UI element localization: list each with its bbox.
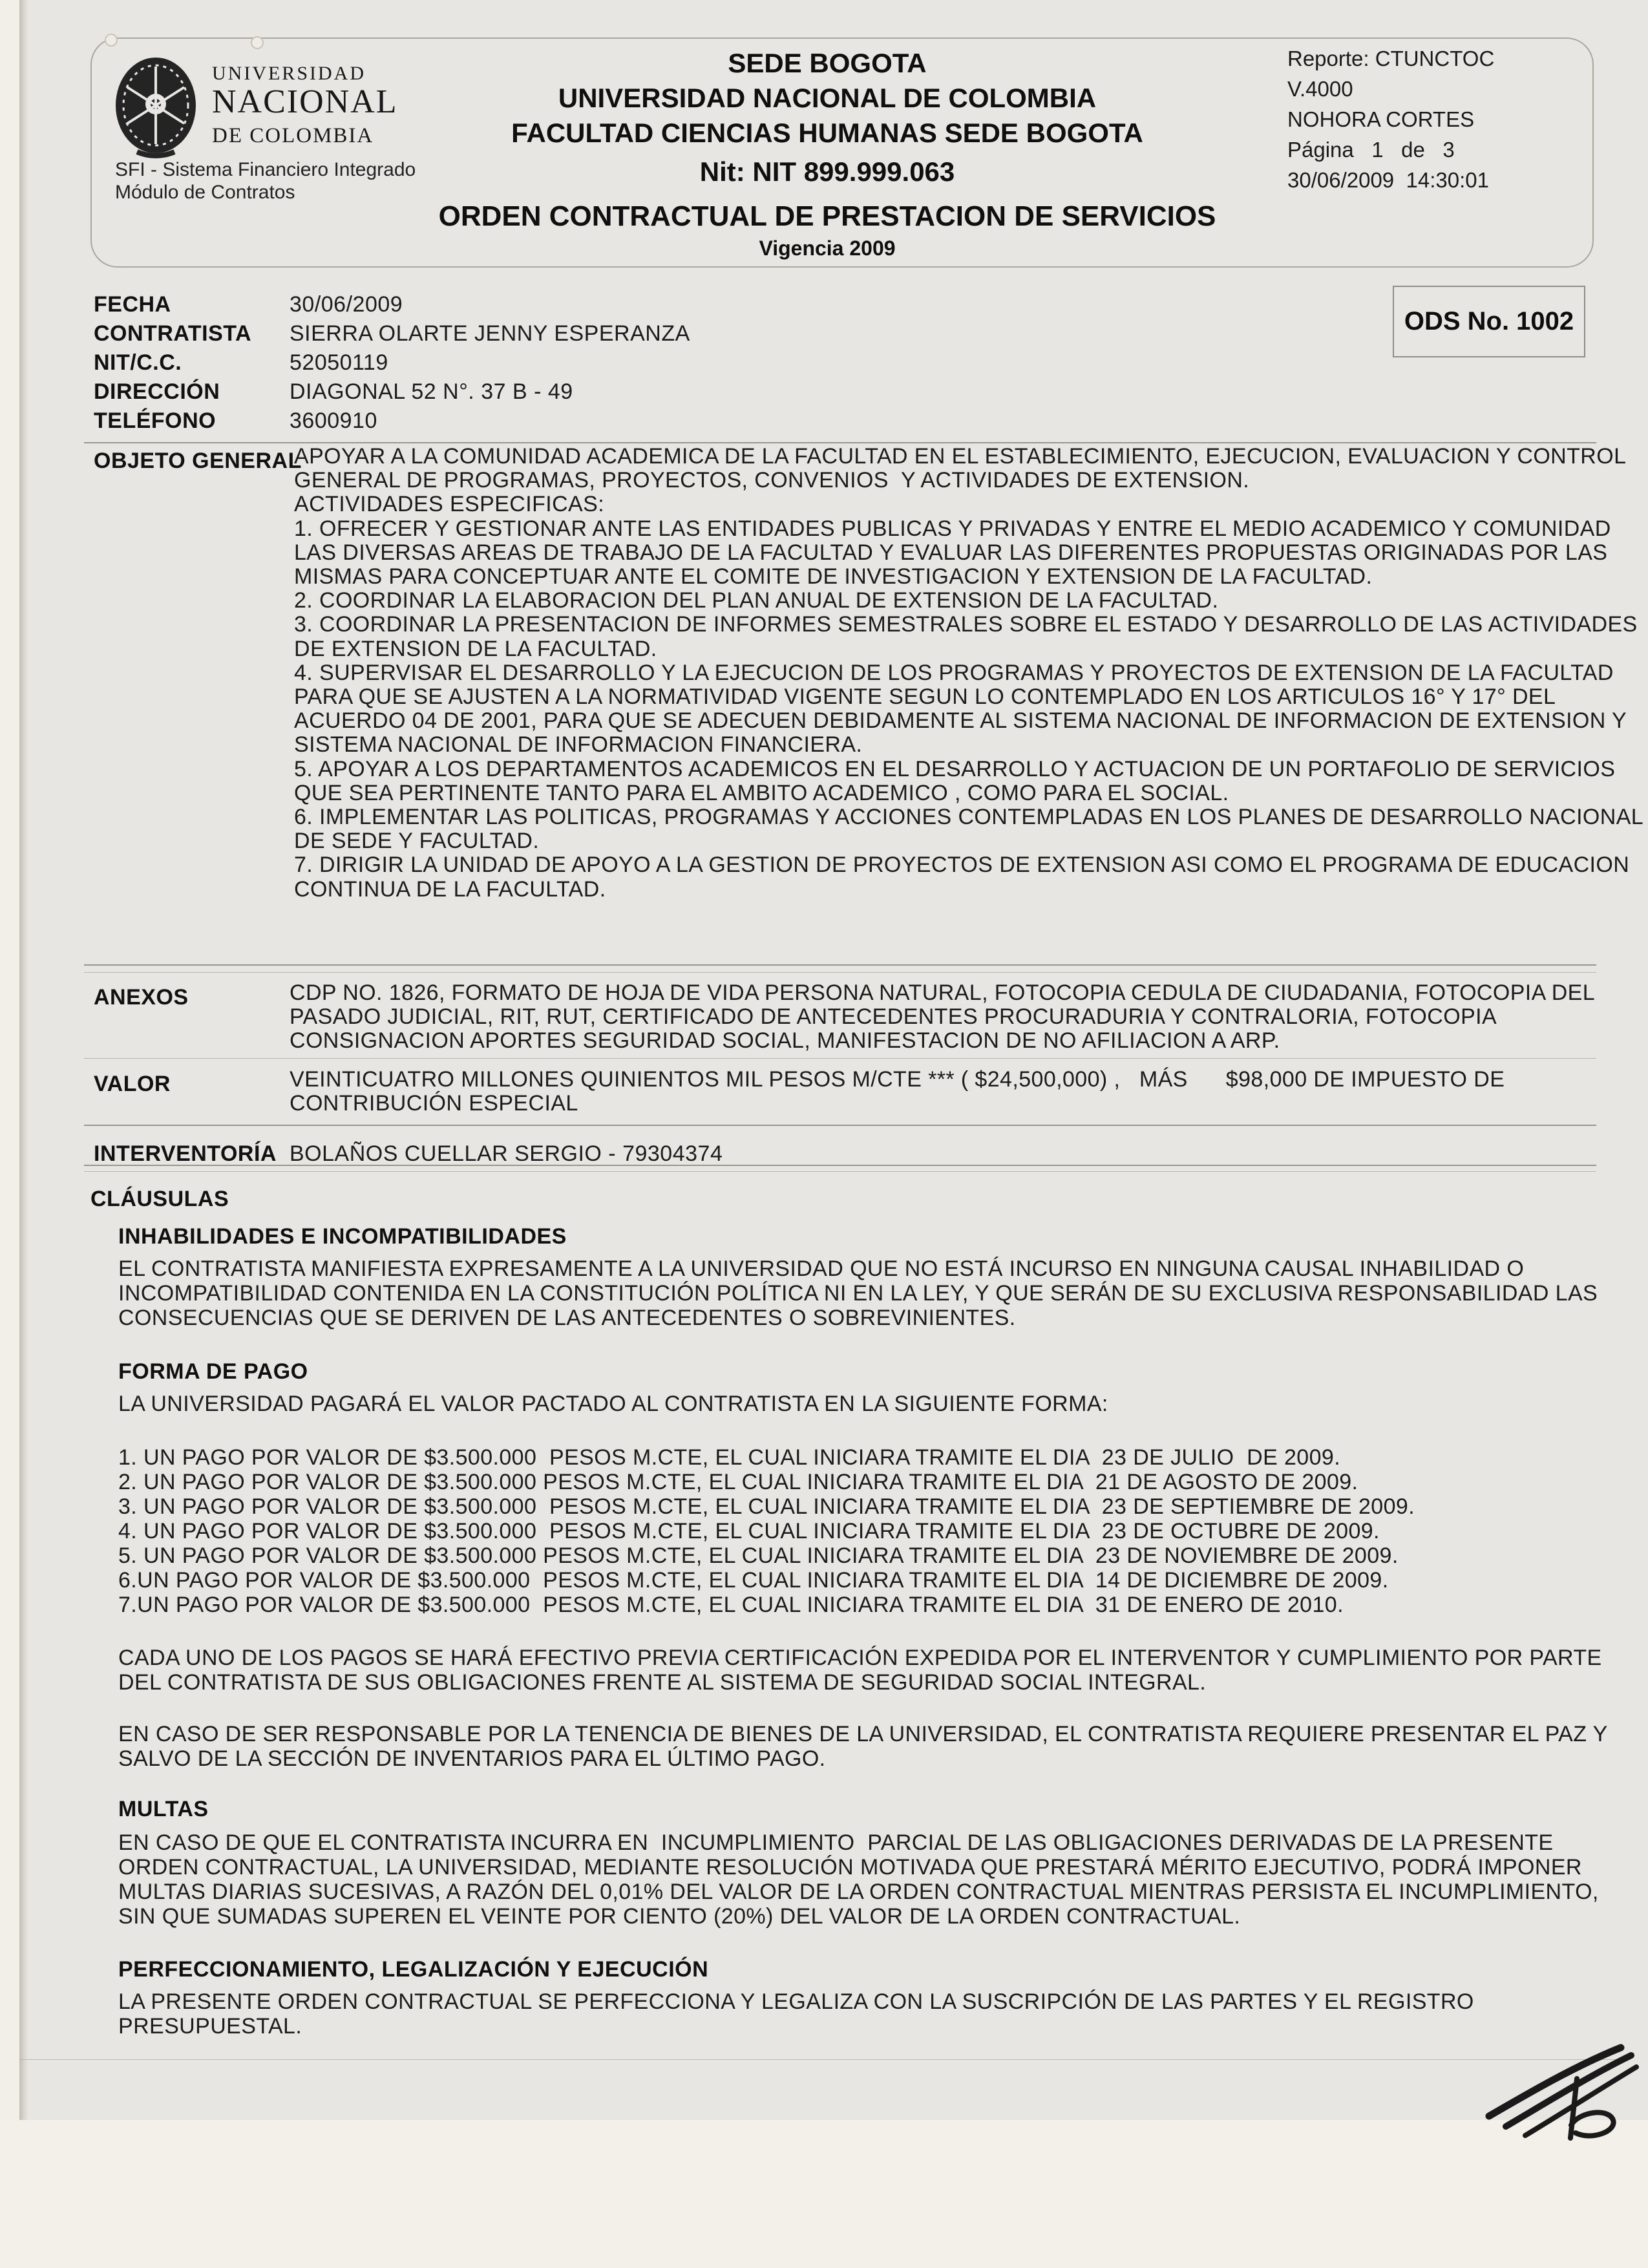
text-line: CONSIGNACION APORTES SEGURIDAD SOCIAL, MANIFESTACION DE NO AFILIACION A ARP. (290, 1028, 1280, 1054)
footer-divider (19, 2059, 1622, 2060)
payment-line: 6.UN PAGO POR VALOR DE $3.500.000 PESOS M.CTE, EL CUAL INICIARA TRAMITE EL DIA 14 DE DICIEMBRE DE 2009. (118, 1568, 1389, 1593)
field-label-contratista: CONTRATISTA (94, 321, 252, 346)
valor-text (290, 1068, 1505, 1116)
paz-y-salvo-text (118, 1722, 1608, 1771)
text-line: DE EXTENSION DE LA FACULTAD. (294, 636, 657, 661)
document-title: ORDEN CONTRACTUAL DE PRESTACION DE SERVICIOS (438, 200, 1216, 232)
section-divider (84, 1171, 1596, 1172)
text-line: INCOMPATIBILIDAD CONTENIDA EN LA CONSTITUCIÓN POLÍTICA NI EN LA LEY, Y QUE SERÁN DE SU EXCLUSIVA RESPONSABILIDAD LAS (118, 1281, 1598, 1306)
text-line: 4. SUPERVISAR EL DESARROLLO Y LA EJECUCION DE LOS PROGRAMAS Y PROYECTOS DE EXTENSION DE LA FACULTAD (294, 660, 1614, 685)
text-line: SIN QUE SUMADAS SUPEREN EL VEINTE POR CIENTO (20%) DEL VALOR DE LA ORDEN CONTRACTUAL. (118, 1904, 1241, 1929)
payment-line: 4. UN PAGO POR VALOR DE $3.500.000 PESOS M.CTE, EL CUAL INICIARA TRAMITE EL DIA 23 DE OCTUBRE DE 2009. (118, 1519, 1380, 1543)
text-line: APOYAR A LA COMUNIDAD ACADEMICA DE LA FACULTAD EN EL ESTABLECIMIENTO, EJECUCION, EVALUACION Y CONTROL (294, 444, 1627, 469)
multas-text (118, 1830, 1599, 1929)
objeto-general-text (294, 445, 1643, 902)
header-sede: SEDE BOGOTA (728, 48, 927, 78)
text-line: GENERAL DE PROGRAMAS, PROYECTOS, CONVENIOS Y ACTIVIDADES DE EXTENSION. (294, 468, 1250, 493)
text-line: QUE SEA PERTINENTE TANTO PARA EL AMBITO ACADEMICO , COMO PARA EL SOCIAL. (294, 780, 1229, 805)
anexos-text (290, 981, 1595, 1054)
scan-bottom-strip (0, 2120, 1648, 2268)
section-label-valor: VALOR (94, 1072, 171, 1096)
text-line: LA PRESENTE ORDEN CONTRACTUAL SE PERFECCIONA Y LEGALIZA CON LA SUSCRIPCIÓN DE LAS PARTES Y EL REGISTRO (118, 1989, 1474, 2014)
section-label-anexos: ANEXOS (94, 985, 189, 1010)
report-user: NOHORA CORTES (1287, 107, 1475, 131)
certificacion-text (118, 1646, 1602, 1695)
field-label-fecha: FECHA (94, 292, 171, 317)
header-nit: Nit: NIT 899.999.063 (699, 156, 955, 187)
section-divider (84, 1058, 1596, 1059)
system-name-line: SFI - Sistema Financiero Integrado (115, 159, 416, 180)
text-line: EN CASO DE QUE EL CONTRATISTA INCURRA EN INCUMPLIMIENTO PARCIAL DE LAS OBLIGACIONES DERIVADAS DE LA PRESENTE (118, 1830, 1554, 1855)
scan-left-margin (0, 0, 19, 2120)
text-line: CDP NO. 1826, FORMATO DE HOJA DE VIDA PERSONA NATURAL, FOTOCOPIA CEDULA DE CIUDADANIA, FOTOCOPIA DEL (290, 980, 1596, 1005)
text-line: PARA QUE SE AJUSTEN A LA NORMATIVIDAD VIGENTE SEGUN LO CONTEMPLADO EN LOS ARTICULOS 16° Y 17° DEL (294, 684, 1556, 710)
inhabilidades-text (118, 1256, 1598, 1330)
header-vigencia: Vigencia 2009 (759, 237, 896, 260)
text-line: EN CASO DE SER RESPONSABLE POR LA TENENCIA DE BIENES DE LA UNIVERSIDAD, EL CONTRATISTA REQUIERE PRESENTAR EL PAZ Y (118, 1722, 1608, 1746)
clausulas-title: CLÁUSULAS (90, 1187, 229, 1211)
section-label-objeto: OBJETO GENERAL (94, 449, 302, 473)
section-divider (84, 1125, 1596, 1126)
text-line: PASADO JUDICIAL, RIT, RUT, CERTIFICADO DE ANTECEDENTES PROCURADURIA Y CONTRALORIA, FOTOCOPIA (290, 1004, 1497, 1030)
text-line: ACTIVIDADES ESPECIFICAS: (294, 492, 605, 517)
logo-text-nacional: NACIONAL (212, 83, 398, 120)
text-line: ORDEN CONTRACTUAL, LA UNIVERSIDAD, MEDIANTE RESOLUCIÓN MOTIVADA QUE PRESTARÁ MÉRITO EJECUTIVO, PODRÁ IMPONER (118, 1855, 1582, 1880)
report-version: V.4000 (1287, 77, 1353, 101)
text-line: 7. DIRIGIR LA UNIDAD DE APOYO A LA GESTION DE PROYECTOS DE EXTENSION ASI COMO EL PROGRAMA DE EDUCACION (294, 853, 1630, 878)
text-line: DE SEDE Y FACULTAD. (294, 829, 540, 854)
section-divider (84, 442, 1596, 443)
field-label-telefono: TELÉFONO (94, 408, 217, 433)
perfeccionamiento-title: PERFECCIONAMIENTO, LEGALIZACIÓN Y EJECUCIÓN (118, 1957, 709, 1982)
field-value-contratista: SIERRA OLARTE JENNY ESPERANZA (290, 321, 690, 346)
text-line: SISTEMA NACIONAL DE INFORMACION FINANCIERA. (294, 732, 863, 758)
staple-hole-mark (251, 36, 264, 49)
payment-line: 5. UN PAGO POR VALOR DE $3.500.000 PESOS M.CTE, EL CUAL INICIARA TRAMITE EL DIA 23 DE NOVIEMBRE DE 2009. (118, 1543, 1399, 1568)
field-value-direccion: DIAGONAL 52 N°. 37 B - 49 (290, 379, 573, 404)
scan-edge-shadow (19, 0, 28, 2120)
multas-title: MULTAS (118, 1797, 209, 1821)
text-line: CADA UNO DE LOS PAGOS SE HARÁ EFECTIVO PREVIA CERTIFICACIÓN EXPEDIDA POR EL INTERVENTOR Y CUMPLIMIENTO POR PARTE (118, 1646, 1602, 1670)
text-line: DEL CONTRATISTA DE SUS OBLIGACIONES FRENTE AL SISTEMA DE SEGURIDAD SOCIAL INTEGRAL. (118, 1670, 1207, 1695)
field-value-fecha: 30/06/2009 (290, 292, 403, 317)
staple-hole-mark (105, 34, 118, 47)
text-line: CONTINUA DE LA FACULTAD. (294, 876, 606, 902)
text-line: ACUERDO 04 DE 2001, PARA QUE SE ADECUEN DEBIDAMENTE AL SISTEMA NACIONAL DE INFORMACION DE EXTENSION Y (294, 708, 1627, 734)
field-value-telefono: 3600910 (290, 408, 377, 433)
text-line: LAS DIVERSAS AREAS DE TRABAJO DE LA FACULTAD Y EVALUAR LAS DIFERENTES PROPUESTAS ORIGINADAS POR LAS (294, 540, 1608, 565)
text-line: 3. COORDINAR LA PRESENTACION DE INFORMES SEMESTRALES SOBRE EL ESTADO Y DESARROLLO DE LAS ACTIVIDADES (294, 612, 1638, 637)
report-page-number: Página 1 de 3 (1287, 138, 1455, 162)
text-line: PRESUPUESTAL. (118, 2014, 302, 2039)
section-label-interventoria: INTERVENTORÍA (94, 1141, 277, 1166)
logo-text-universidad: UNIVERSIDAD (212, 63, 366, 84)
ods-number-box: ODS No. 1002 (1393, 286, 1585, 357)
section-divider (84, 964, 1596, 966)
payment-line: 3. UN PAGO POR VALOR DE $3.500.000 PESOS M.CTE, EL CUAL INICIARA TRAMITE EL DIA 23 DE SEPTIEMBRE DE 2009. (118, 1494, 1415, 1519)
payment-line: 7.UN PAGO POR VALOR DE $3.500.000 PESOS M.CTE, EL CUAL INICIARA TRAMITE EL DIA 31 DE ENERO DE 2010. (118, 1593, 1344, 1617)
payment-schedule-list (118, 1445, 1415, 1617)
forma-de-pago-intro: LA UNIVERSIDAD PAGARÁ EL VALOR PACTADO AL CONTRATISTA EN LA SIGUIENTE FORMA: (118, 1392, 1108, 1416)
report-datetime: 30/06/2009 14:30:01 (1287, 168, 1489, 192)
forma-de-pago-title: FORMA DE PAGO (118, 1359, 308, 1384)
payment-line: 2. UN PAGO POR VALOR DE $3.500.000 PESOS M.CTE, EL CUAL INICIARA TRAMITE EL DIA 21 DE AGOSTO DE 2009. (118, 1470, 1358, 1494)
text-line: MISMAS PARA CONCEPTUAR ANTE EL COMITE DE INVESTIGACION Y EXTENSION DE LA FACULTAD. (294, 564, 1373, 589)
text-line: EL CONTRATISTA MANIFIESTA EXPRESAMENTE A LA UNIVERSIDAD QUE NO ESTÁ INCURSO EN NINGUNA CAUSAL INHABILIDAD O (118, 1256, 1525, 1281)
section-divider (84, 1165, 1596, 1166)
text-line: SALVO DE LA SECCIÓN DE INVENTARIOS PARA EL ÚLTIMO PAGO. (118, 1746, 826, 1771)
field-value-interventor: BOLAÑOS CUELLAR SERGIO - 79304374 (290, 1141, 723, 1166)
perfeccionamiento-text (118, 1989, 1474, 2039)
inhabilidades-title: INHABILIDADES E INCOMPATIBILIDADES (118, 1224, 567, 1249)
text-line: 1. OFRECER Y GESTIONAR ANTE LAS ENTIDADES PUBLICAS Y PRIVADAS Y ENTRE EL MEDIO ACADEMICO Y COMUNIDAD (294, 516, 1611, 541)
text-line: VEINTICUATRO MILLONES QUINIENTOS MIL PESOS M/CTE *** ( $24,500,000) , MÁS $98,000 DE IMPUESTO DE (290, 1067, 1505, 1092)
text-line: 5. APOYAR A LOS DEPARTAMENTOS ACADEMICOS EN EL DESARROLLO Y ACTUACION DE UN PORTAFOLIO DE SERVICIOS (294, 756, 1616, 781)
text-line: CONTRIBUCIÓN ESPECIAL (290, 1091, 578, 1116)
text-line: 2. COORDINAR LA ELABORACION DEL PLAN ANUAL DE EXTENSION DE LA FACULTAD. (294, 588, 1219, 613)
section-divider (84, 972, 1596, 973)
field-value-nit: 52050119 (290, 350, 388, 375)
handwritten-signature-initials (1480, 2041, 1645, 2145)
header-universidad: UNIVERSIDAD NACIONAL DE COLOMBIA (558, 83, 1097, 113)
text-line: CONSECUENCIAS QUE SE DERIVEN DE LAS ANTECEDENTES O SOBREVINIENTES. (118, 1306, 1016, 1330)
text-line: 6. IMPLEMENTAR LAS POLITICAS, PROGRAMAS Y ACCIONES CONTEMPLADAS EN LOS PLANES DE DESARROLLO NACIONAL (294, 805, 1644, 830)
module-name-line: Módulo de Contratos (115, 182, 295, 203)
universidad-nacional-seal-icon (111, 55, 200, 163)
header-facultad: FACULTAD CIENCIAS HUMANAS SEDE BOGOTA (511, 118, 1143, 148)
report-code: Reporte: CTUNCTOC (1287, 47, 1495, 70)
logo-text-de-colombia: DE COLOMBIA (212, 124, 374, 147)
payment-line: 1. UN PAGO POR VALOR DE $3.500.000 PESOS M.CTE, EL CUAL INICIARA TRAMITE EL DIA 23 DE JULIO DE 2009. (118, 1445, 1341, 1470)
field-label-nit: NIT/C.C. (94, 350, 182, 375)
text-line: MULTAS DIARIAS SUCESIVAS, A RAZÓN DEL 0,01% DEL VALOR DE LA ORDEN CONTRACTUAL MIENTRAS PERSISTA EL INCUMPLIMIENTO, (118, 1880, 1599, 1904)
field-label-direccion: DIRECCIÓN (94, 379, 220, 404)
